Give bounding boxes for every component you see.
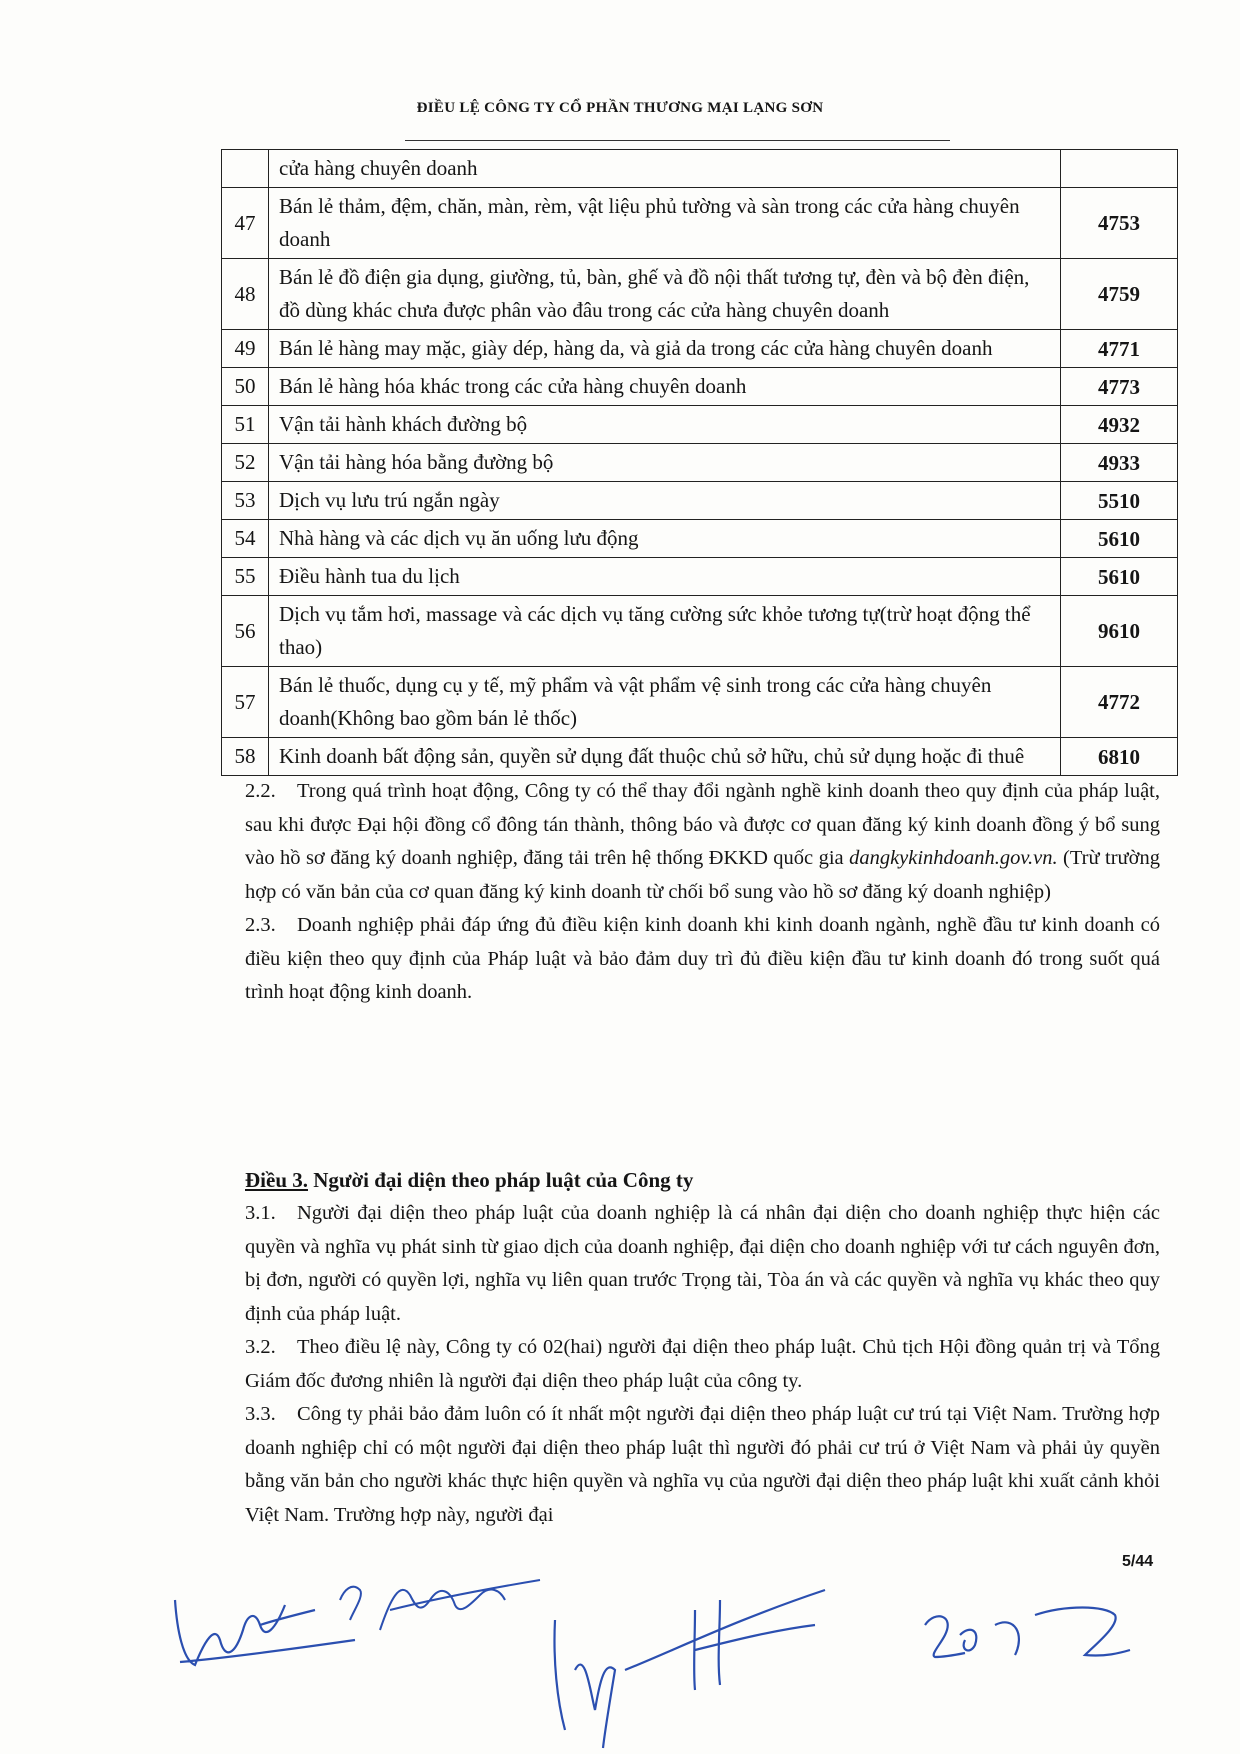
business-line-cell: Bán lẻ đồ điện gia dụng, giường, tủ, bàn, ghế và đồ nội thất tương tự, đèn và bộ đèn điện, đồ dùng khác chưa được phân vào đâu trong các cửa hàng chuyên doanh — [269, 259, 1061, 330]
article-label: Điều 3. — [245, 1168, 308, 1192]
page-header: ĐIỀU LỆ CÔNG TY CỔ PHẦN THƯƠNG MẠI LẠNG SƠN — [416, 100, 824, 116]
row-number-cell: 52 — [222, 444, 269, 482]
business-line-cell: Nhà hàng và các dịch vụ ăn uống lưu động — [269, 520, 1061, 558]
business-line-cell: Bán lẻ hàng may mặc, giày dép, hàng da, và giả da trong các cửa hàng chuyên doanh — [269, 330, 1061, 368]
business-line-cell: Dịch vụ lưu trú ngắn ngày — [269, 482, 1061, 520]
table-row — [222, 738, 1178, 776]
paragraph-number: 3.1. — [245, 1202, 276, 1224]
paragraph-3-2 — [245, 1331, 1160, 1398]
paragraph-3-1 — [245, 1197, 1160, 1331]
row-number-cell: 57 — [222, 667, 269, 738]
paragraph-2-3 — [245, 909, 1160, 1010]
paragraph-number: 2.3. — [245, 914, 276, 936]
business-line-cell: Vận tải hàng hóa bằng đường bộ — [269, 444, 1061, 482]
table-row — [222, 259, 1178, 330]
row-number-cell: 53 — [222, 482, 269, 520]
table-row — [222, 188, 1178, 259]
table-row — [222, 482, 1178, 520]
paragraph-text: Theo điều lệ này, Công ty có 02(hai) người đại diện theo pháp luật. Chủ tịch Hội đồng quản trị và Tổng Giám đốc đương nhiên là người đại diện theo pháp luật của công ty. — [245, 1336, 1160, 1392]
industry-code-cell: 4759 — [1061, 259, 1178, 330]
business-line-cell: Điều hành tua du lịch — [269, 558, 1061, 596]
industry-code-cell: 5510 — [1061, 482, 1178, 520]
industry-code-cell: 9610 — [1061, 596, 1178, 667]
table-row — [222, 406, 1178, 444]
paragraph-number: 2.2. — [245, 780, 276, 802]
signatures-area — [0, 1560, 1240, 1750]
paragraph-text: Doanh nghiệp phải đáp ứng đủ điều kiện kinh doanh khi kinh doanh ngành, nghề đầu tư kinh doanh có điều kiện theo quy định của Pháp luật và bảo đảm duy trì đủ điều kiện đầu tư kinh doanh đó trong suốt quá trình hoạt động kinh doanh. — [245, 914, 1160, 1003]
industry-code-cell: 4753 — [1061, 188, 1178, 259]
business-line-cell: Bán lẻ thảm, đệm, chăn, màn, rèm, vật liệu phủ tường và sàn trong các cửa hàng chuyên doanh — [269, 188, 1061, 259]
business-line-cell: Bán lẻ hàng hóa khác trong các cửa hàng chuyên doanh — [269, 368, 1061, 406]
website-text: dangkykinhdoanh.gov.vn. — [849, 847, 1058, 869]
header-rule — [405, 140, 950, 141]
article-3-paragraphs — [245, 1197, 1160, 1532]
paragraph-number: 3.3. — [245, 1403, 276, 1425]
row-number-cell — [222, 150, 269, 188]
paragraph-number: 3.2. — [245, 1336, 276, 1358]
paragraph-text: Người đại diện theo pháp luật của doanh nghiệp là cá nhân đại diện cho doanh nghiệp thực hiện các quyền và nghĩa vụ phát sinh từ giao dịch của doanh nghiệp, đại diện cho doanh nghiệp với tư cách nguyên đơn, bị đơn, người có quyền lợi, nghĩa vụ liên quan trước Trọng tài, Tòa án và các quyền và nghĩa vụ khác theo quy định của pháp luật. — [245, 1202, 1160, 1325]
industry-code-cell — [1061, 150, 1178, 188]
paragraph-text: Công ty phải bảo đảm luôn có ít nhất một người đại diện theo pháp luật cư trú tại Việt Nam. Trường hợp doanh nghiệp chỉ có một người đại diện theo pháp luật thì người đó phải cư trú ở Việt Nam và phải ủy quyền bằng văn bản cho người khác thực hiện quyền và nghĩa vụ của người đại diện theo pháp luật khi xuất cảnh khỏi Việt Nam. Trường hợp này, người đại — [245, 1403, 1160, 1526]
table-row — [222, 667, 1178, 738]
industry-code-cell: 4772 — [1061, 667, 1178, 738]
business-line-cell: Vận tải hành khách đường bộ — [269, 406, 1061, 444]
table-row — [222, 368, 1178, 406]
row-number-cell: 56 — [222, 596, 269, 667]
table-row — [222, 150, 1178, 188]
row-number-cell: 51 — [222, 406, 269, 444]
industry-code-cell: 4771 — [1061, 330, 1178, 368]
row-number-cell: 54 — [222, 520, 269, 558]
paragraph-3-3 — [245, 1398, 1160, 1532]
business-line-cell: cửa hàng chuyên doanh — [269, 150, 1061, 188]
paragraph-text: Trong quá trình hoạt động, Công ty có thể thay đổi ngành nghề kinh doanh theo quy định của pháp luật, sau khi được Đại hội đồng cổ đông tán thành, thông báo và được cơ quan đăng ký kinh doanh đồng ý bổ sung vào hồ sơ đăng ký doanh nghiệp, đăng tải trên hệ thống ĐKKD quốc gia — [245, 780, 1160, 869]
article-3-title — [245, 1168, 693, 1193]
signature-3 — [545, 1580, 835, 1750]
row-number-cell: 58 — [222, 738, 269, 776]
business-lines-table — [221, 149, 1178, 776]
row-number-cell: 55 — [222, 558, 269, 596]
industry-code-cell: 4932 — [1061, 406, 1178, 444]
signature-2 — [330, 1560, 550, 1650]
business-line-cell: Dịch vụ tắm hơi, massage và các dịch vụ tăng cường sức khỏe tương tự(trừ hoạt động thể thao) — [269, 596, 1061, 667]
section-2-paragraphs — [245, 775, 1160, 1010]
table-body — [222, 150, 1178, 776]
article-heading: Người đại diện theo pháp luật của Công ty — [308, 1168, 694, 1192]
industry-code-cell: 6810 — [1061, 738, 1178, 776]
business-line-cell: Bán lẻ thuốc, dụng cụ y tế, mỹ phẩm và vật phẩm vệ sinh trong các cửa hàng chuyên doanh(Không bao gồm bán lẻ thốc) — [269, 667, 1061, 738]
business-line-cell: Kinh doanh bất động sản, quyền sử dụng đất thuộc chủ sở hữu, chủ sử dụng hoặc đi thuê — [269, 738, 1061, 776]
signature-4 — [915, 1595, 1135, 1685]
industry-code-cell: 5610 — [1061, 520, 1178, 558]
row-number-cell: 50 — [222, 368, 269, 406]
row-number-cell: 49 — [222, 330, 269, 368]
industry-code-cell: 5610 — [1061, 558, 1178, 596]
industry-code-cell: 4773 — [1061, 368, 1178, 406]
row-number-cell: 47 — [222, 188, 269, 259]
page-number: 5/44 — [1122, 1553, 1154, 1570]
paragraph-2-2 — [245, 775, 1160, 909]
row-number-cell: 48 — [222, 259, 269, 330]
table-row — [222, 330, 1178, 368]
table-row — [222, 596, 1178, 667]
paragraph-text: (Trừ trường hợp có văn bản của cơ quan đăng ký kinh doanh từ chối bổ sung vào hồ sơ đăng ký doanh nghiệp) — [245, 847, 1161, 903]
table-row — [222, 558, 1178, 596]
table-row — [222, 520, 1178, 558]
industry-code-cell: 4933 — [1061, 444, 1178, 482]
table-row — [222, 444, 1178, 482]
